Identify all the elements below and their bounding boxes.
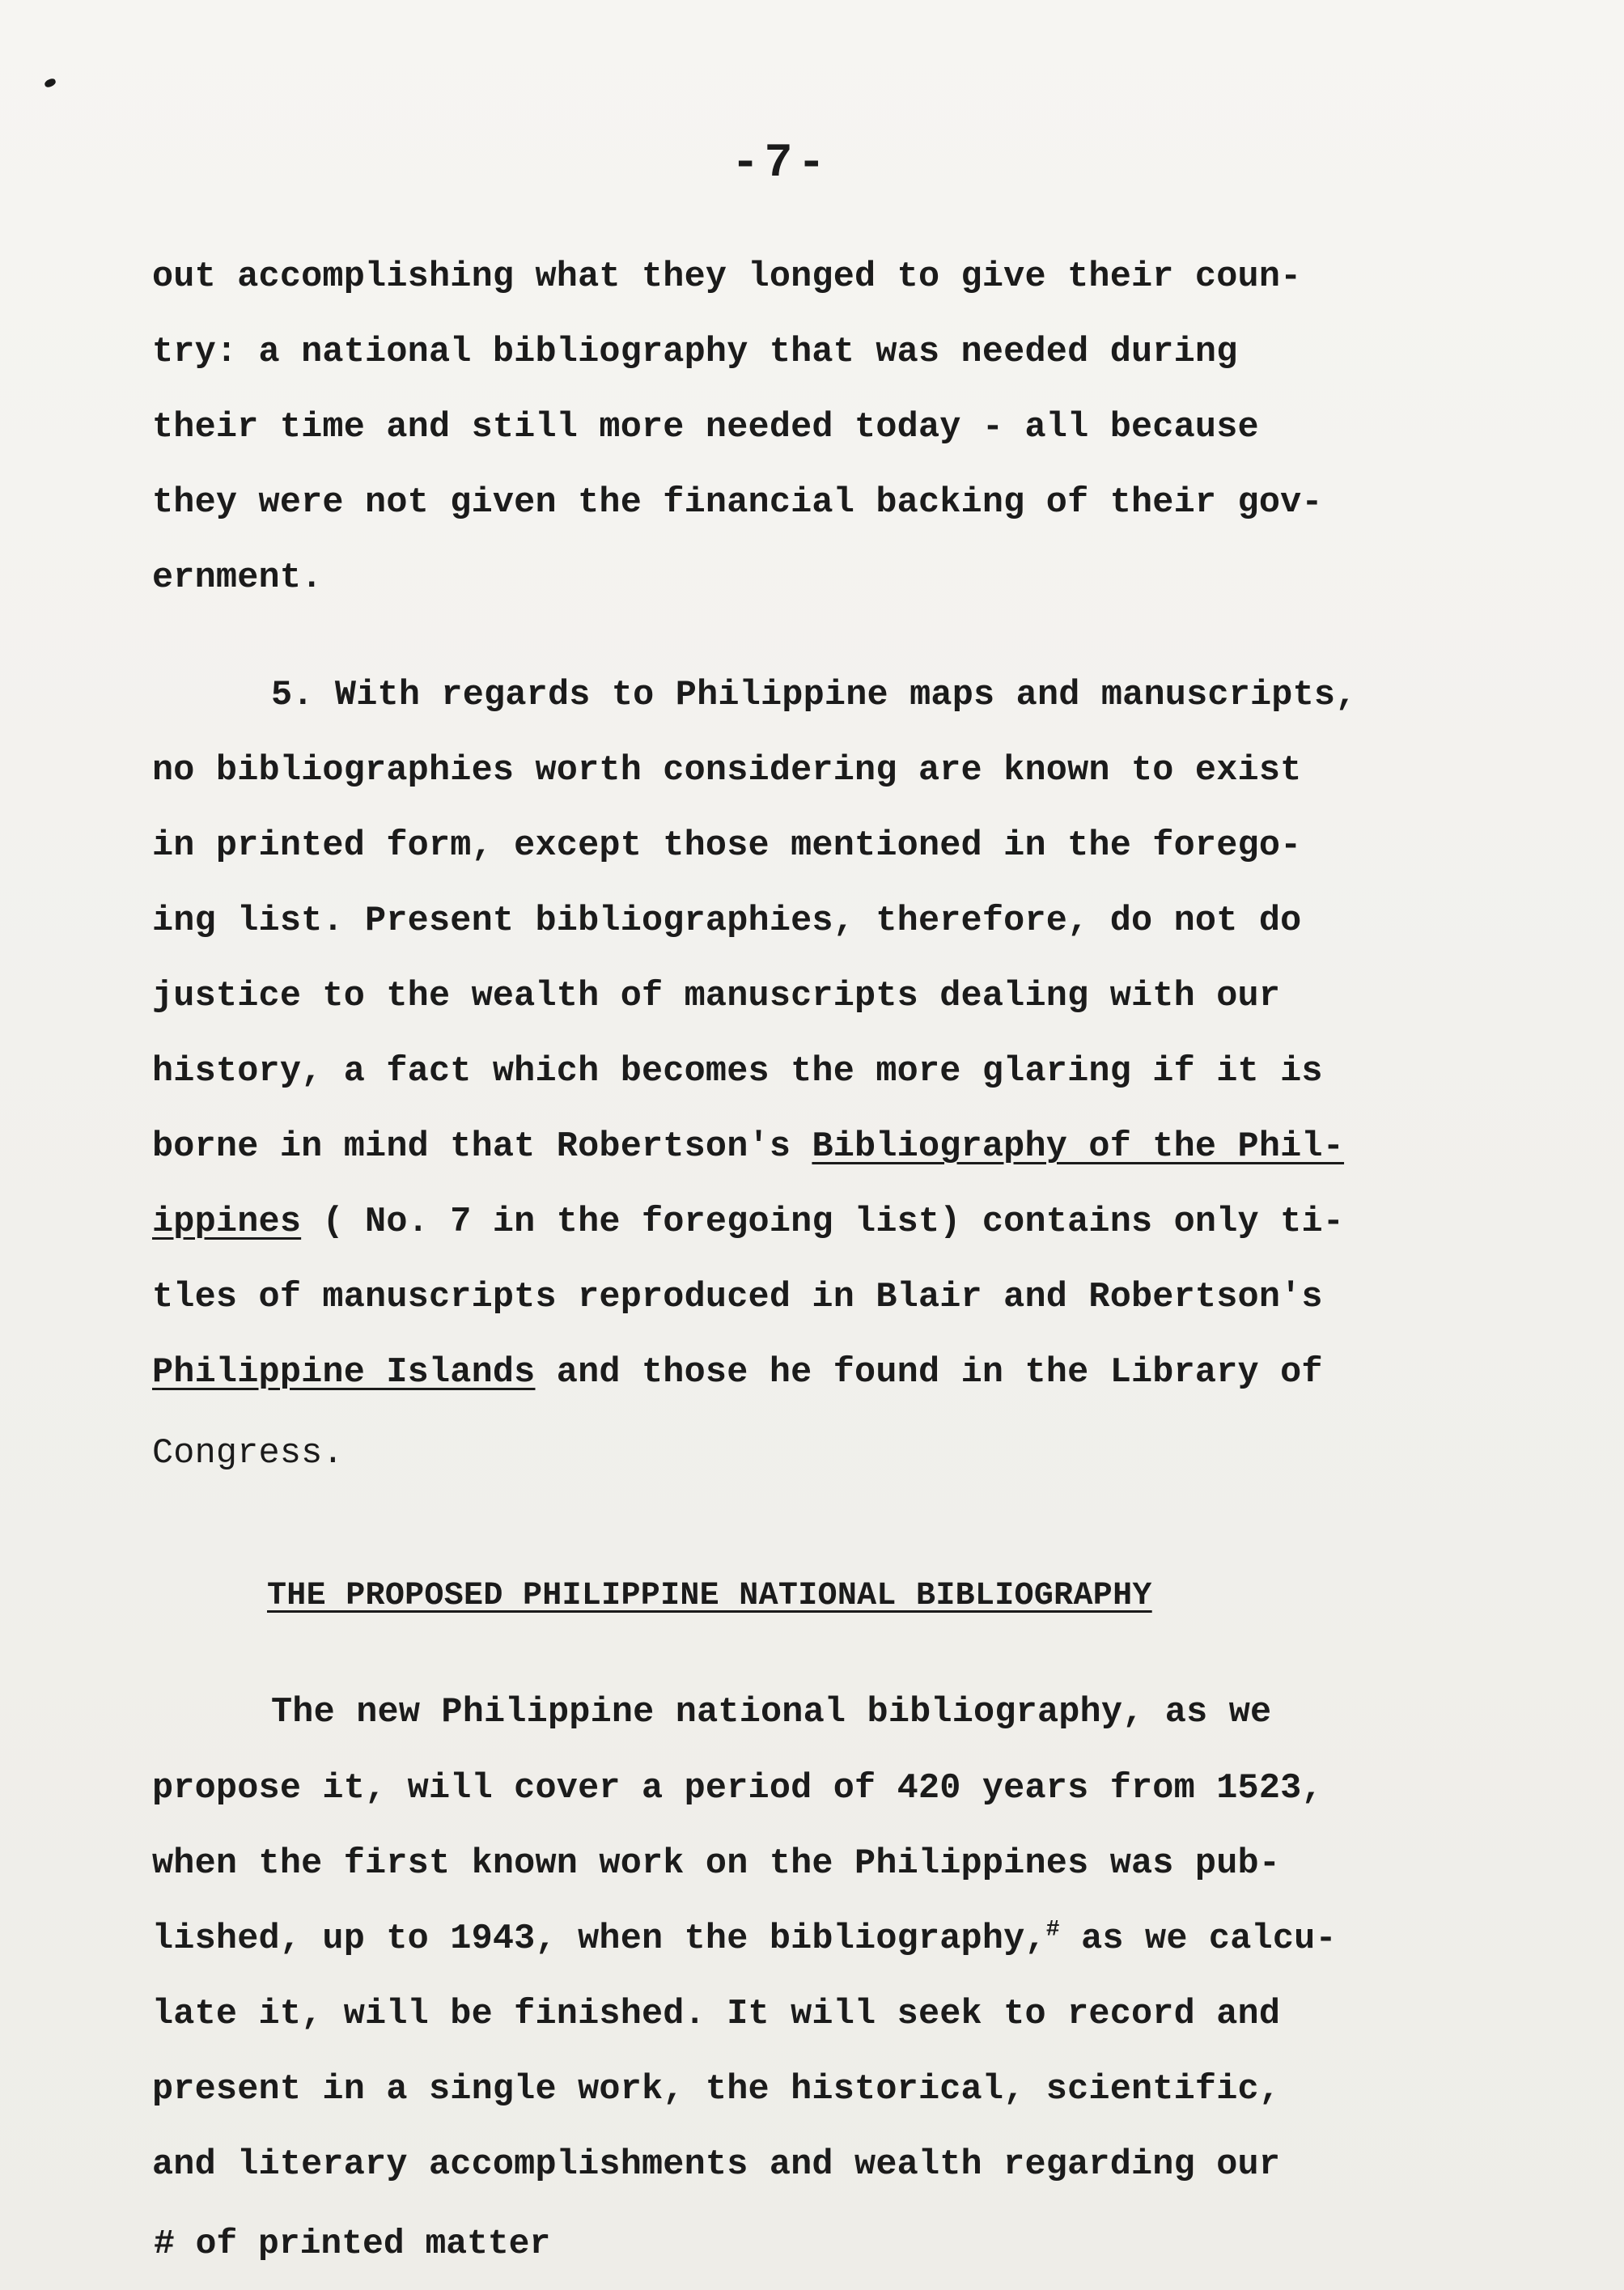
paragraph-2-text: borne in mind that Robertson's bbox=[152, 1127, 812, 1167]
section-heading: THE PROPOSED PHILIPPINE NATIONAL BIBLIOGRAPHY bbox=[267, 1578, 1152, 1614]
paragraph-2-text: ( No. 7 in the foregoing list) contains only ti- bbox=[301, 1202, 1345, 1242]
paragraph-3-line: The new Philippine national bibliography, as we bbox=[271, 1693, 1272, 1732]
footnote: # of printed matter bbox=[154, 2224, 551, 2263]
page-number: -7- bbox=[731, 138, 831, 190]
paragraph-1-line: their time and still more needed today - all because bbox=[152, 408, 1259, 447]
underlined-book-title: Philippine Islands bbox=[152, 1353, 536, 1393]
paragraph-3-text: lished, up to 1943, when the bibliography, bbox=[152, 1919, 1046, 1959]
paragraph-3-line: late it, will be finished. It will seek to record and bbox=[152, 1995, 1281, 2034]
ink-speck bbox=[44, 78, 57, 88]
paragraph-1-line: try: a national bibliography that was needed during bbox=[152, 333, 1238, 372]
paragraph-3-line: and literary accomplishments and wealth regarding our bbox=[152, 2145, 1281, 2185]
underlined-book-title: ippines bbox=[152, 1202, 302, 1242]
paragraph-2-line: no bibliographies worth considering are known to exist bbox=[152, 751, 1302, 791]
paragraph-2-line: Congress. bbox=[152, 1434, 344, 1474]
paragraph-3-text: as we calcu- bbox=[1059, 1919, 1337, 1959]
paragraph-2-line bbox=[152, 1353, 1323, 1393]
paragraph-2-line: justice to the wealth of manuscripts dealing with our bbox=[152, 977, 1281, 1016]
paragraph-3-line: present in a single work, the historical, scientific, bbox=[152, 2070, 1281, 2110]
paragraph-2-line: tles of manuscripts reproduced in Blair and Robertson's bbox=[152, 1278, 1323, 1317]
paragraph-2-line: in printed form, except those mentioned in the forego- bbox=[152, 826, 1302, 866]
paragraph-1-line: out accomplishing what they longed to give their coun- bbox=[152, 257, 1302, 297]
paragraph-2-line: history, a fact which becomes the more glaring if it is bbox=[152, 1052, 1323, 1092]
paragraph-1-line: they were not given the financial backing of their gov- bbox=[152, 483, 1323, 523]
paragraph-2-line bbox=[152, 1202, 1344, 1242]
paragraph-1-line: ernment. bbox=[152, 558, 323, 598]
paragraph-2-line: ing list. Present bibliographies, therefore, do not do bbox=[152, 901, 1302, 941]
paragraph-3-line: when the first known work on the Philippines was pub- bbox=[152, 1844, 1281, 1884]
paragraph-2-text: and those he found in the Library of bbox=[535, 1353, 1323, 1393]
paragraph-3-line: propose it, will cover a period of 420 years from 1523, bbox=[152, 1769, 1323, 1809]
footnote-marker: # bbox=[1045, 1917, 1060, 1943]
paragraph-2-line bbox=[152, 1127, 1344, 1167]
paragraph-3-line bbox=[152, 1919, 1337, 1959]
paragraph-2-line: 5. With regards to Philippine maps and manuscripts, bbox=[271, 676, 1357, 715]
underlined-book-title: Bibliography of the Phil- bbox=[812, 1127, 1345, 1167]
